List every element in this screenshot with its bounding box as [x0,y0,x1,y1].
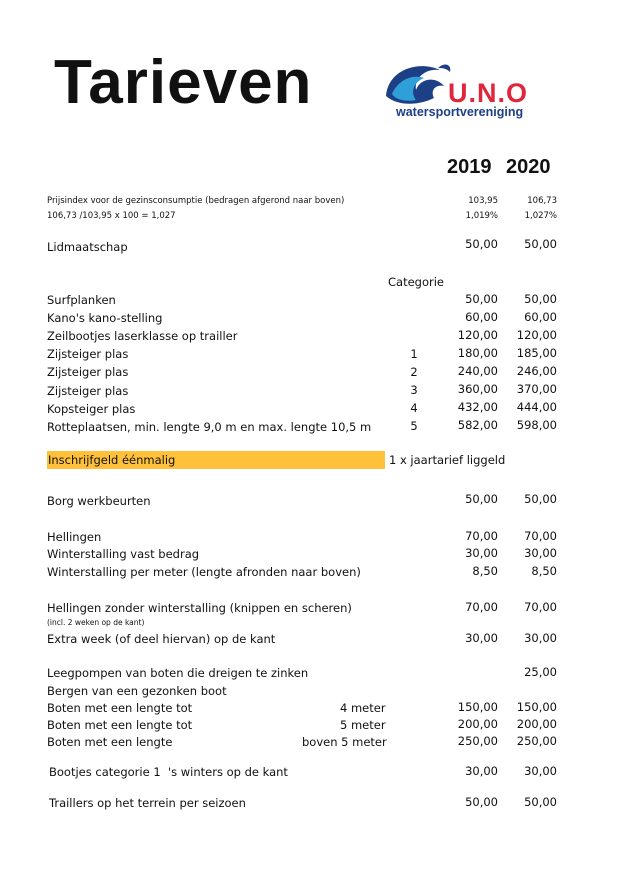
trailers-label: Traillers op het terrein per seizoen [49,796,246,810]
deposit-2019: 50,00 [465,492,498,506]
table-row-category: 2 [410,365,418,379]
table-row-2020: 246,00 [516,364,557,378]
table-row-2019: 120,00 [457,328,498,342]
table-row-2020: 444,00 [516,400,557,414]
salvage-row-2019: 250,00 [457,734,498,748]
slipway-label: Winterstalling vast bedrag [47,547,200,561]
no-winter-sub: (incl. 2 weken op de kant) [47,618,145,627]
deposit-label: Borg werkbeurten [47,494,151,508]
salvage-label: Bergen van een gezonken boot [47,684,227,698]
table-row-label: Kano's kano-stelling [47,311,163,325]
table-row-label: Kopsteiger plas [47,402,136,416]
table-row-category: 5 [410,419,418,433]
year-header-2020: 2020 [506,156,551,178]
index-2019: 103,95 [468,196,498,206]
registration-note: 1 x jaartarief liggeld [389,453,506,467]
logo-text: U.N.O [448,78,529,108]
membership-2020: 50,00 [524,237,557,251]
logo-subtitle: watersportvereniging [396,105,524,119]
no-winter-label: Hellingen zonder winterstalling (knippen en scheren) [47,601,352,615]
index-pct-2020: 1,027% [524,211,557,221]
pump-2020: 25,00 [524,665,557,679]
salvage-row-label: Boten met een lengte tot [47,718,193,732]
table-row-2020: 120,00 [516,328,557,342]
salvage-row-size: 5 meter [340,718,386,732]
salvage-row-2020: 250,00 [516,734,557,748]
table-row-label: Surfplanken [47,293,116,307]
extra-week-label: Extra week (of deel hiervan) op de kant [47,632,276,646]
winter-boats-label: Bootjes categorie 1 's winters op de kant [49,765,288,779]
table-row-category: 1 [410,347,418,361]
winter-boats-2019: 30,00 [465,764,498,778]
table-row-label: Zijsteiger plas [47,365,129,379]
trailers-2019: 50,00 [465,795,498,809]
table-row-label: Rotteplaatsen, min. lengte 9,0 m en max. lengte 10,5 m [47,420,372,434]
salvage-row-2020: 150,00 [516,700,557,714]
table-row-category: 3 [410,383,418,397]
table-row-2020: 60,00 [524,310,557,324]
table-row-2019: 50,00 [465,292,498,306]
extra-week-2019: 30,00 [465,631,498,645]
salvage-row-2019: 150,00 [457,700,498,714]
winter-boats-2020: 30,00 [524,764,557,778]
deposit-2020: 50,00 [524,492,557,506]
slipway-2019: 8,50 [472,564,498,578]
membership-2019: 50,00 [465,237,498,251]
salvage-row-2019: 200,00 [457,717,498,731]
registration-label: Inschrijfgeld éénmalig [48,453,176,467]
table-row-category: 4 [410,401,418,415]
table-row-2019: 180,00 [457,346,498,360]
table-row-2019: 432,00 [457,400,498,414]
category-header: Categorie [388,275,444,289]
slipway-2020: 8,50 [531,564,557,578]
table-row-label: Zijsteiger plas [47,384,129,398]
slipway-2019: 30,00 [465,546,498,560]
table-row-2020: 370,00 [516,382,557,396]
page-title: Tarieven [54,48,313,117]
no-winter-2019: 70,00 [465,600,498,614]
table-row-2019: 60,00 [465,310,498,324]
index-pct-2019: 1,019% [465,211,498,221]
slipway-label: Hellingen [47,530,102,544]
table-row-label: Zijsteiger plas [47,347,129,361]
slipway-label: Winterstalling per meter (lengte afronden naar boven) [47,565,361,579]
index-description: Prijsindex voor de gezinsconsumptie (bedragen afgerond naar boven) [47,196,345,206]
table-row-2019: 582,00 [457,418,498,432]
slipway-2020: 30,00 [524,546,557,560]
salvage-row-label: Boten met een lengte [47,735,173,749]
index-2020: 106,73 [527,196,557,206]
table-row-2020: 185,00 [516,346,557,360]
table-row-2020: 50,00 [524,292,557,306]
slipway-2020: 70,00 [524,529,557,543]
index-formula: 106,73 /103,95 x 100 = 1,027 [47,211,176,221]
salvage-row-size: boven 5 meter [302,735,387,749]
table-row-2019: 240,00 [457,364,498,378]
pump-label: Leegpompen van boten die dreigen te zinken [47,666,309,680]
table-row-label: Zeilbootjes laserklasse op trailler [47,329,238,343]
table-row-2020: 598,00 [516,418,557,432]
slipway-2019: 70,00 [465,529,498,543]
no-winter-2020: 70,00 [524,600,557,614]
extra-week-2020: 30,00 [524,631,557,645]
salvage-row-size: 4 meter [340,701,386,715]
salvage-row-2020: 200,00 [516,717,557,731]
table-row-2019: 360,00 [457,382,498,396]
salvage-row-label: Boten met een lengte tot [47,701,193,715]
year-header-2019: 2019 [447,156,492,178]
membership-label: Lidmaatschap [47,240,128,254]
trailers-2020: 50,00 [524,795,557,809]
